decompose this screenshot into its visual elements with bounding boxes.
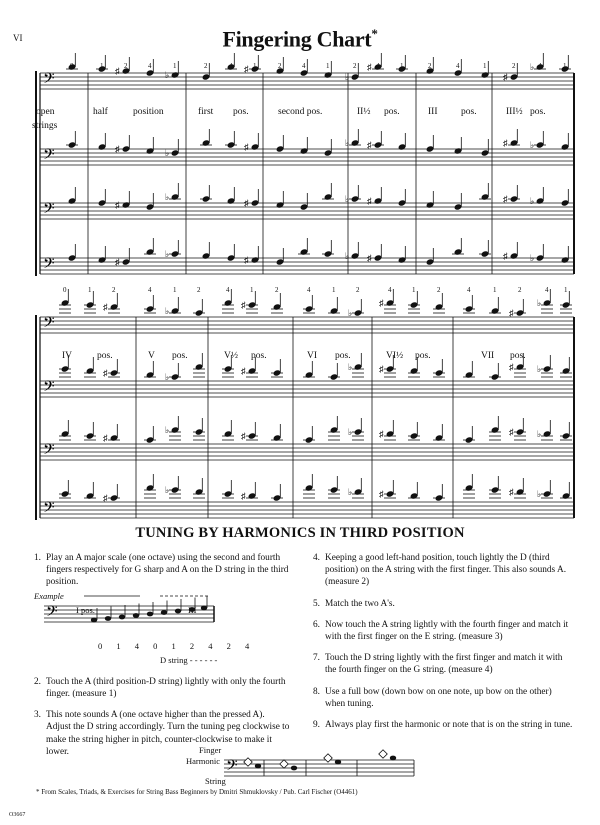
step-item — [313, 686, 573, 710]
bass-clef-icon: 𝄢 — [43, 499, 55, 520]
step-number: 8. — [313, 686, 320, 697]
label-three: III — [428, 107, 438, 117]
step-text: Match the two A's. — [325, 598, 395, 609]
sharp-icon: ♯ — [103, 368, 108, 378]
finger-number: 1 — [88, 286, 92, 294]
step-item — [34, 676, 290, 700]
sharp-icon: ♯ — [509, 427, 514, 437]
label-seven-pos: pos. — [510, 351, 526, 361]
sharp-icon: ♯ — [241, 431, 246, 441]
sharp-icon: ♯ — [379, 429, 384, 439]
sharp-icon: ♯ — [241, 491, 246, 501]
step-number: 2. — [34, 676, 41, 687]
step-number: 1. — [34, 553, 41, 563]
flat-icon: ♭ — [165, 372, 170, 382]
label-three-half-pos: pos. — [530, 107, 546, 117]
finger-number: 4 — [467, 286, 471, 294]
flat-icon: ♭ — [348, 308, 353, 318]
finger-number: 1 — [563, 62, 567, 70]
step-item — [313, 598, 573, 610]
label-two-half-pos: pos. — [384, 107, 400, 117]
finger-number: 2 — [112, 286, 116, 294]
section-heading: TUNING BY HARMONICS IN THIRD POSITION — [135, 525, 465, 541]
flat-icon: ♭ — [165, 485, 170, 495]
finger-number: 4 — [307, 286, 311, 294]
flat-icon: ♭ — [530, 196, 535, 206]
label-four-pos: pos. — [97, 351, 113, 361]
harmonic-string-label: String — [205, 776, 226, 786]
label-three-half: III½ — [506, 107, 523, 117]
finger-number: 1 — [326, 62, 330, 70]
example-fingerings: 0 1 4 0 1 2 4 2 4 — [98, 640, 256, 651]
flat-icon: ♭ — [345, 194, 350, 204]
flat-icon: ♭ — [165, 148, 170, 158]
finger-number: 1 — [400, 62, 404, 70]
sharp-icon: ♯ — [367, 62, 372, 72]
finger-number: 1 — [173, 286, 177, 294]
finger-number: 4 — [226, 286, 230, 294]
sharp-icon: ♯ — [103, 302, 108, 312]
harmonic-note-head — [379, 750, 387, 758]
sharp-icon: ♯ — [241, 366, 246, 376]
step-text: Use a full bow (down bow on one note, up bow on the other) when tuning. — [325, 686, 552, 709]
step-text: This note sounds A (one octave higher than the pressed A). Adjust the D string accordingly. Turn the tuning peg clockwise to make the string higher in pitch, counter-clockwise to make it lower. — [46, 710, 290, 757]
label-first: first — [198, 107, 214, 117]
finger-number: 2 — [275, 286, 279, 294]
flat-icon: ♭ — [348, 362, 353, 372]
sharp-icon: ♯ — [241, 300, 246, 310]
label-half: half — [93, 107, 108, 117]
sharp-icon: ♯ — [367, 253, 372, 263]
finger-number: 2 — [204, 62, 208, 70]
finger-number: 1 — [493, 286, 497, 294]
label-five-half: V½ — [224, 351, 238, 361]
flat-icon: ♭ — [537, 364, 542, 374]
finger-number: 2 — [518, 286, 522, 294]
title-footnote-mark: * — [371, 26, 378, 41]
flat-icon: ♭ — [530, 253, 535, 263]
sharp-icon: ♯ — [115, 144, 120, 154]
step-item — [313, 619, 573, 643]
step-item — [34, 552, 290, 589]
finger-number: 1 — [564, 286, 568, 294]
example-pos-label: I pos. — [76, 604, 95, 615]
tuning-steps-right — [313, 552, 573, 740]
sharp-icon: ♯ — [115, 257, 120, 267]
step-number: 4. — [313, 553, 320, 563]
sharp-icon: ♯ — [367, 196, 372, 206]
bass-clef-icon: 𝄢 — [226, 757, 238, 777]
step-text: Always play first the harmonic or note that is on the string in tune. — [325, 720, 573, 731]
finger-number: 2 — [512, 62, 516, 70]
finger-number: 4 — [538, 62, 542, 70]
step-item — [313, 652, 573, 676]
finger-number: 2 — [124, 62, 128, 70]
example-pos-label-2: III — [188, 604, 197, 615]
sharp-icon: ♯ — [503, 138, 508, 148]
sharp-icon: ♯ — [503, 194, 508, 204]
sharp-icon: ♯ — [244, 198, 249, 208]
flat-icon: ♭ — [345, 138, 350, 148]
step-item — [313, 552, 573, 589]
sharp-icon: ♯ — [509, 308, 514, 318]
bass-clef-icon: 𝄢 — [43, 200, 55, 221]
finger-number: 1 — [250, 286, 254, 294]
flat-icon: ♭ — [530, 140, 535, 150]
harmonic-note-head — [335, 760, 341, 765]
example-label: Example — [34, 590, 64, 601]
step-number: 5. — [313, 598, 320, 609]
flat-icon: ♭ — [348, 427, 353, 437]
flat-icon: ♭ — [345, 72, 350, 82]
step-text: Touch the A (third position-D string) lightly with only the fourth finger. (measure 1) — [46, 676, 286, 700]
harmonic-note-head — [390, 756, 396, 761]
label-five: V — [148, 351, 155, 361]
step-number: 7. — [313, 653, 320, 664]
label-six-half: VI½ — [386, 351, 404, 361]
sharp-icon: ♯ — [103, 433, 108, 443]
finger-number: 1 — [332, 286, 336, 294]
finger-number: 2 — [278, 62, 282, 70]
flat-icon: ♭ — [530, 62, 535, 72]
example-dstring: D string - - - - - - — [160, 654, 218, 665]
label-six: VI — [307, 351, 318, 361]
step-item — [313, 719, 573, 731]
title-text: Fingering Chart — [222, 26, 372, 52]
label-two-half: II½ — [357, 107, 371, 117]
finger-number: 1 — [483, 62, 487, 70]
label-second-pos: second pos. — [278, 107, 323, 117]
label-strings: strings — [32, 121, 58, 131]
label-first-pos: pos. — [233, 107, 249, 117]
finger-number: 4 — [148, 62, 152, 70]
sharp-icon: ♯ — [244, 255, 249, 265]
bass-clef-icon: 𝄢 — [43, 255, 55, 276]
harmonic-note-head — [291, 766, 297, 771]
step-text: Touch the D string lightly with the first finger and match it with the fourth finger on the G string. (measure 4) — [325, 653, 563, 676]
label-seven: VII — [481, 351, 495, 361]
harmonic-label: Harmonic — [186, 756, 220, 766]
flat-icon: ♭ — [348, 487, 353, 497]
finger-number: 2 — [356, 286, 360, 294]
bass-clef-icon: 𝄢 — [43, 314, 55, 335]
tuning-steps-left — [34, 552, 290, 767]
finger-number: 4 — [148, 286, 152, 294]
step-number: 3. — [34, 710, 41, 721]
flat-icon: ♭ — [165, 70, 170, 80]
flat-icon: ♭ — [345, 251, 350, 261]
finger-number: 2 — [353, 62, 357, 70]
sharp-icon: ♯ — [509, 487, 514, 497]
sharp-icon: ♯ — [379, 364, 384, 374]
sharp-icon: ♯ — [379, 489, 384, 499]
flat-icon: ♭ — [165, 192, 170, 202]
finger-number: 4 — [545, 286, 549, 294]
step-number: 9. — [313, 720, 320, 731]
sharp-icon: ♯ — [503, 72, 508, 82]
catalog-code: O3667 — [9, 812, 26, 818]
flat-icon: ♭ — [537, 489, 542, 499]
label-five-half-pos: pos. — [251, 351, 267, 361]
label-five-pos: pos. — [172, 351, 188, 361]
finger-number: 2 — [437, 286, 441, 294]
finger-number: 4 — [376, 62, 380, 70]
sharp-icon: ♯ — [115, 66, 120, 76]
flat-icon: ♭ — [165, 306, 170, 316]
sharp-icon: ♯ — [367, 140, 372, 150]
finger-number: 2 — [428, 62, 432, 70]
sharp-icon: ♯ — [103, 493, 108, 503]
finger-number: 2 — [197, 286, 201, 294]
finger-number: 4 — [229, 62, 233, 70]
bass-clef-icon: 𝄢 — [43, 378, 55, 399]
flat-icon: ♭ — [537, 429, 542, 439]
bass-clef-icon: 𝄢 — [43, 146, 55, 167]
flat-icon: ♭ — [165, 249, 170, 259]
finger-number: 1 — [412, 286, 416, 294]
finger-number: 4 — [456, 62, 460, 70]
finger-number: 4 — [388, 286, 392, 294]
step-number: 6. — [313, 619, 320, 630]
sharp-icon: ♯ — [503, 251, 508, 261]
step-text: Play an A major scale (one octave) using the second and fourth fingers respectively for G sharp and A on the D string in the third position. — [46, 553, 289, 588]
harmonic-note-head — [324, 754, 332, 762]
bass-clef-icon: 𝄢 — [46, 603, 58, 623]
flat-icon: ♭ — [165, 425, 170, 435]
example-staff-area — [34, 602, 290, 676]
label-six-pos: pos. — [335, 351, 351, 361]
sharp-icon: ♯ — [115, 200, 120, 210]
finger-number: 1 — [100, 62, 104, 70]
flat-icon: ♭ — [537, 298, 542, 308]
bass-clef-icon: 𝄢 — [43, 441, 55, 462]
step-text: Keeping a good left-hand position, touch lightly the D (third position) on the A string with the first finger. This also sounds A. (measure 2) — [325, 553, 567, 588]
step-text: Now touch the A string lightly with the fourth finger and match it with the first finger on the E string. (measure 3) — [325, 619, 569, 643]
finger-number: 1 — [253, 62, 257, 70]
sharp-icon: ♯ — [509, 362, 514, 372]
bass-clef-icon: 𝄢 — [43, 70, 55, 91]
finger-number: 1 — [173, 62, 177, 70]
sharp-icon: ♯ — [244, 64, 249, 74]
page-number: VI — [13, 33, 23, 43]
label-six-half-pos: pos. — [415, 351, 431, 361]
finger-number: 4 — [302, 62, 306, 70]
harmonic-finger-label: Finger — [199, 745, 222, 755]
footnote: * From Scales, Triads, & Exercises for String Bass Beginners by Dmitri Shmuklovsky / Pub. Carl Fischer (O4461) — [36, 788, 358, 796]
label-four: IV — [62, 351, 73, 361]
label-position: position — [133, 107, 164, 117]
sharp-icon: ♯ — [379, 298, 384, 308]
finger-number: 0 — [70, 62, 74, 70]
finger-number: 0 — [63, 286, 67, 294]
label-open: open — [36, 107, 55, 117]
label-three-pos: pos. — [461, 107, 477, 117]
step-item — [34, 709, 290, 758]
sharp-icon: ♯ — [244, 142, 249, 152]
